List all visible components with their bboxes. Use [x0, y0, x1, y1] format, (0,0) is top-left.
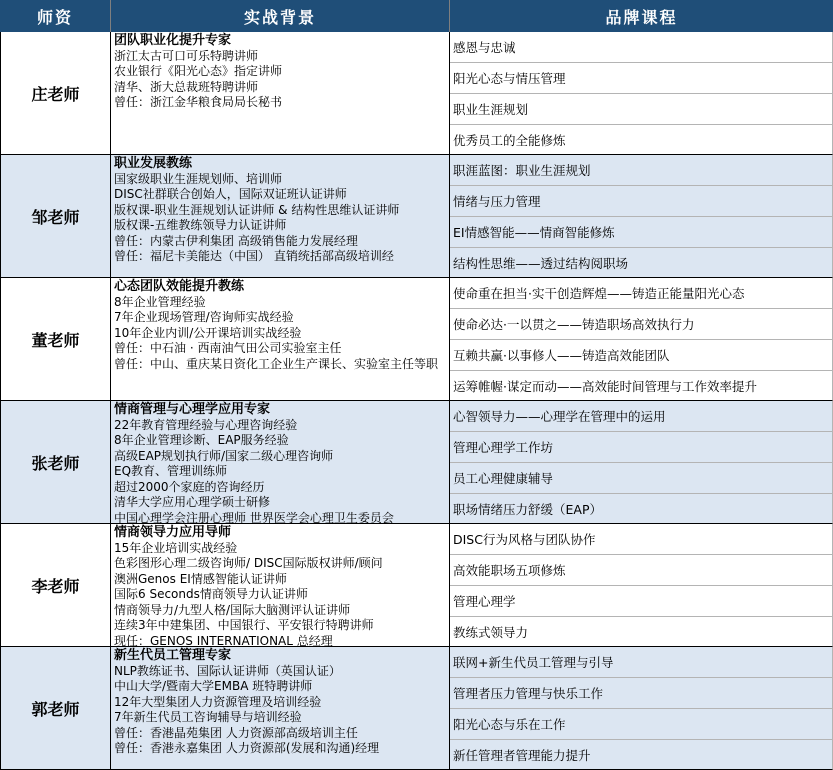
course-item: 阳光心态与乐在工作 — [450, 709, 833, 740]
background-line: 超过2000个家庭的咨询经历 — [114, 479, 265, 494]
course-item: 优秀员工的全能修炼 — [450, 125, 833, 155]
course-item: EI情感智能——情商智能修炼 — [450, 217, 833, 248]
course-item: 高效能职场五项修炼 — [450, 555, 833, 586]
background-line: 曾任：中山、重庆某日资化工企业生产课长、实验室主任等职 — [114, 356, 439, 371]
course-list — [450, 647, 833, 770]
teacher-name: 张老师 — [0, 401, 111, 524]
course-item: 教练式领导力 — [450, 617, 833, 647]
background-line: 现任：GENOS INTERNATIONAL 总经理 — [114, 633, 333, 647]
background-line: 12年大型集团人力资源管理及培训经验 — [114, 694, 322, 709]
teacher-background — [111, 401, 450, 524]
course-item: DISC行为风格与团队协作 — [450, 524, 833, 555]
background-line: 版权课-五维教练领导力认证讲师 — [114, 218, 287, 232]
teacher-name: 郭老师 — [0, 647, 111, 770]
course-item: 管理心理学工作坊 — [450, 432, 833, 463]
background-line: 浙江太古可口可乐特聘讲师 — [114, 48, 259, 63]
course-item: 心智领导力——心理学在管理中的运用 — [450, 401, 833, 432]
background-title: 新生代员工管理专家 — [114, 648, 232, 663]
course-list — [450, 524, 833, 647]
background-line: 中国心理学会注册心理师 世界医学会心理卫生委员会 — [114, 510, 394, 524]
course-item: 管理者压力管理与快乐工作 — [450, 678, 833, 709]
background-title: 心态团队效能提升教练 — [114, 279, 245, 294]
teacher-row — [0, 401, 833, 524]
teacher-background — [111, 524, 450, 647]
teacher-background — [111, 32, 450, 155]
course-list — [450, 401, 833, 524]
course-item: 职场情绪压力舒缓（EAP） — [450, 494, 833, 524]
course-item: 互赖共赢·以事修人——铸造高效能团队 — [450, 340, 833, 371]
teacher-row — [0, 647, 833, 770]
background-line: 曾任：香港永嘉集团 人力资源部(发展和沟通)经理 — [114, 741, 380, 755]
teacher-background — [111, 155, 450, 278]
background-line: 7年新生代员工咨询辅导与培训经验 — [114, 710, 302, 724]
background-line: 色彩图形心理二级咨询师/ DISC国际版权讲师/顾问 — [114, 556, 383, 570]
course-item: 感恩与忠诚 — [450, 32, 833, 63]
background-line: 10年企业内训/公开课培训实战经验 — [114, 325, 302, 340]
background-line: 连续3年中建集团、中国银行、平安银行特聘讲师 — [114, 618, 374, 632]
background-line: 曾任：香港晶苑集团 人力资源部高级培训主任 — [114, 725, 358, 740]
background-line: 曾任：浙江金华粮食局局长秘书 — [114, 95, 283, 109]
background-line: 7年企业现场管理/咨询师实战经验 — [114, 310, 294, 324]
background-title: 职业发展教练 — [114, 156, 193, 171]
teacher-name: 庄老师 — [0, 32, 111, 155]
teacher-name: 邹老师 — [0, 155, 111, 278]
course-list — [450, 155, 833, 278]
background-line: 情商领导力/九型人格/国际大脑测评认证讲师 — [114, 602, 351, 617]
teacher-background — [111, 278, 450, 401]
header-courses: 品牌课程 — [450, 0, 833, 32]
background-line: 国际6 Seconds情商领导力认证讲师 — [114, 587, 308, 601]
background-title: 团队职业化提升专家 — [114, 33, 232, 48]
background-line: 版权课-职业生涯规划认证讲师 & 结构性思维认证讲师 — [114, 202, 400, 217]
background-line: DISC社群联合创始人，国际双证班认证讲师 — [114, 187, 347, 201]
course-item: 使命必达·一以贯之——铸造职场高效执行力 — [450, 309, 833, 340]
course-item: 阳光心态与情压管理 — [450, 63, 833, 94]
background-line: 8年企业管理经验 — [114, 294, 206, 309]
course-item: 联网+新生代员工管理与引导 — [450, 647, 833, 678]
teacher-name: 董老师 — [0, 278, 111, 401]
course-item: 新任管理者管理能力提升 — [450, 740, 833, 770]
course-item: 结构性思维——透过结构阅职场 — [450, 248, 833, 278]
course-item: 管理心理学 — [450, 586, 833, 617]
teacher-row — [0, 278, 833, 401]
course-item: 职业生涯规划 — [450, 94, 833, 125]
course-item: 职涯蓝图：职业生涯规划 — [450, 155, 833, 186]
background-line: 22年教育管理经验与心理咨询经验 — [114, 417, 298, 432]
background-line: NLP教练证书、国际认证讲师（英国认证） — [114, 663, 341, 678]
background-line: EQ教育、管理训练师 — [114, 464, 228, 478]
header-teacher: 师资 — [0, 0, 111, 32]
course-item: 使命重在担当·实干创造辉煌——铸造正能量阳光心态 — [450, 278, 833, 309]
teacher-row — [0, 155, 833, 278]
course-item: 情绪与压力管理 — [450, 186, 833, 217]
header-background: 实战背景 — [111, 0, 450, 32]
background-line: 曾任：内蒙古伊利集团 高级销售能力发展经理 — [114, 233, 358, 248]
background-line: 清华、浙大总裁班特聘讲师 — [114, 79, 259, 94]
background-line: 澳洲Genos EI情感智能认证讲师 — [114, 571, 287, 586]
background-line: 国家级职业生涯规划师、培训师 — [114, 171, 283, 186]
course-list — [450, 32, 833, 155]
background-line: 农业银行《阳光心态》指定讲师 — [114, 64, 283, 78]
teacher-background — [111, 647, 450, 770]
background-line: 曾任：中石油 · 西南油气田公司实验室主任 — [114, 341, 342, 355]
course-item: 运筹帷幄·谋定而动——高效能时间管理与工作效率提升 — [450, 371, 833, 401]
background-line: 高级EAP规划执行师/国家二级心理咨询师 — [114, 448, 334, 463]
background-line: 清华大学应用心理学硕士研修 — [114, 495, 271, 509]
background-line: 曾任：福尼卡美能达（中国） 直销统括部高级培训经 — [114, 249, 394, 263]
teacher-row — [0, 524, 833, 647]
background-line: 中山大学/暨南大学EMBA 班特聘讲师 — [114, 679, 313, 693]
background-title: 情商管理与心理学应用专家 — [114, 402, 271, 417]
background-title: 情商领导力应用导师 — [114, 525, 232, 540]
course-list — [450, 278, 833, 401]
background-line: 15年企业培训实战经验 — [114, 540, 238, 555]
course-item: 员工心理健康辅导 — [450, 463, 833, 494]
teacher-name: 李老师 — [0, 524, 111, 647]
teacher-row — [0, 32, 833, 155]
background-line: 8年企业管理诊断、EAP服务经验 — [114, 433, 289, 447]
